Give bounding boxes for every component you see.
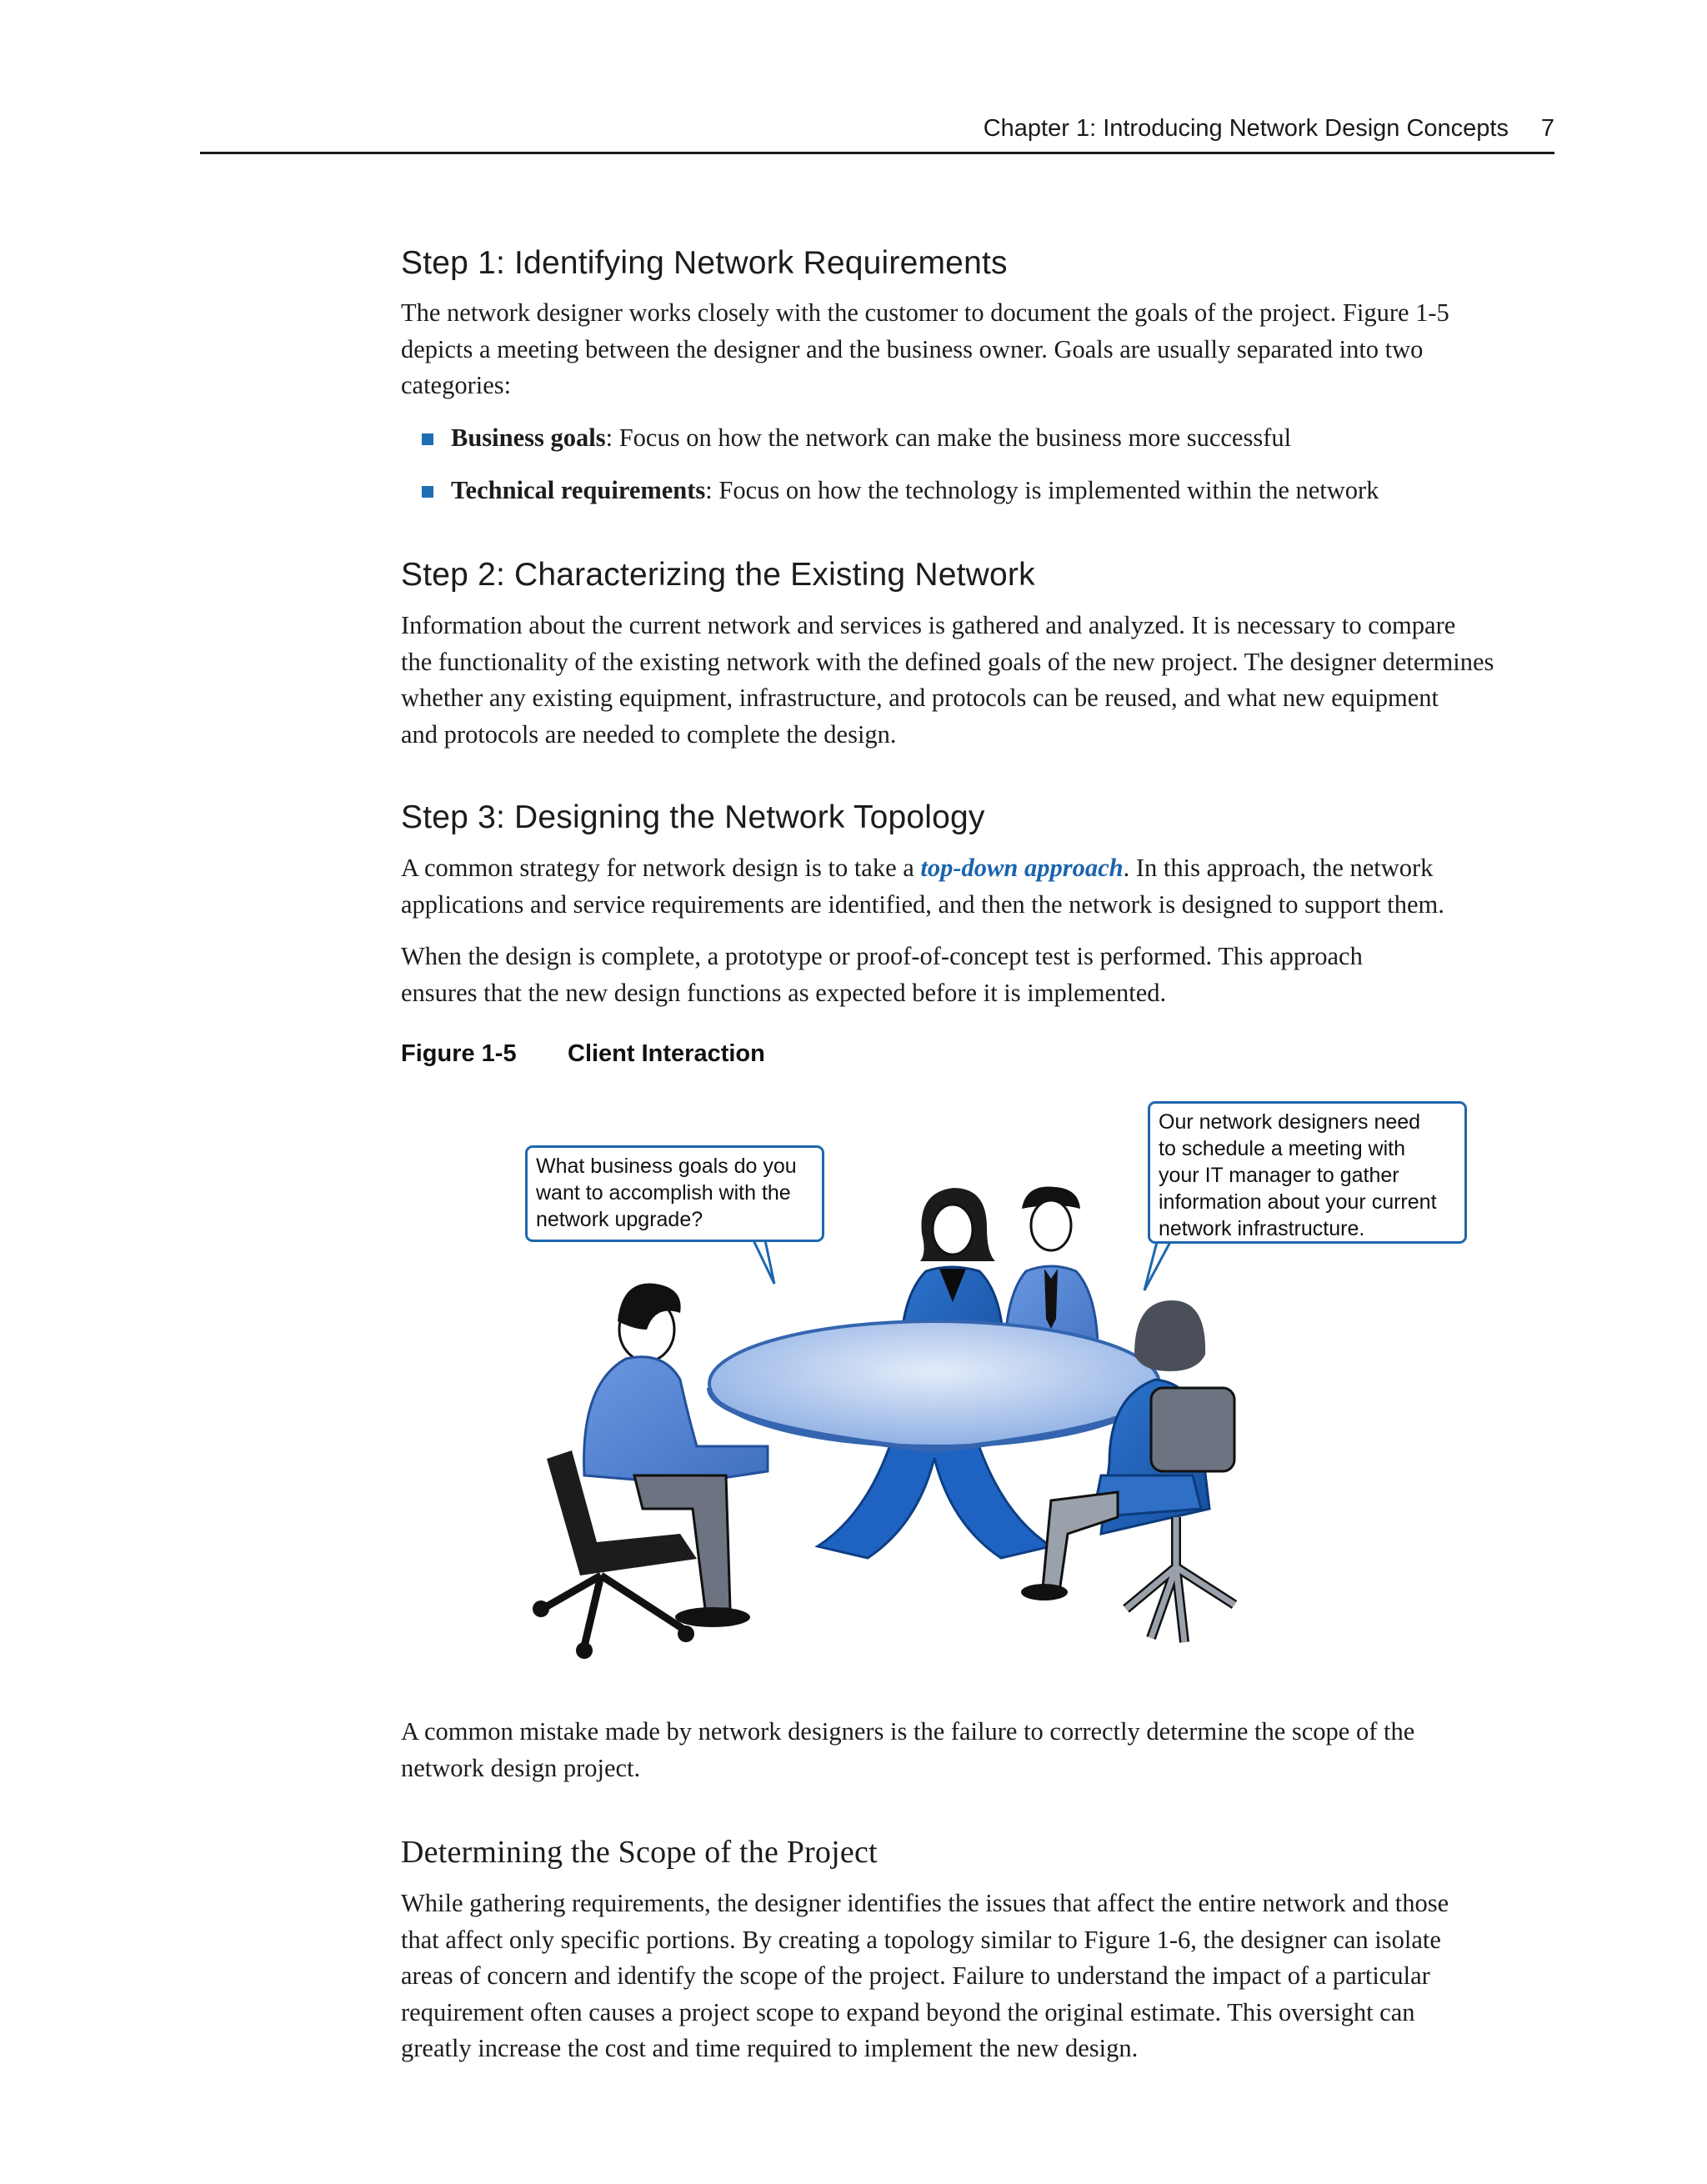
paragraph-after-figure [401,1714,1555,1786]
paragraph-scope [401,1886,1555,2067]
speech-bubble-right [1148,1101,1467,1244]
bubble-line: network infrastructure. [1159,1217,1365,1240]
bullet-square-icon [422,433,433,445]
bullet-text: : Focus on how the network can make the business more successful [605,423,1292,452]
text-line: whether any existing equipment, infrastructure, and protocols can be reused, and what new equipment [401,684,1439,712]
text-line: When the design is complete, a prototype or proof-of-concept test is performed. This approach [401,942,1363,970]
bullet-term: Technical requirements [451,476,706,504]
text-line: Information about the current network and services is gathered and analyzed. It is necessary to compare [401,611,1456,639]
figure-label: Figure 1-5 [401,1040,517,1067]
figure-title: Client Interaction [568,1040,765,1067]
chapter-title: Chapter 1: Introducing Network Design Concepts [983,115,1509,142]
heading-step-2: Step 2: Characterizing the Existing Network [401,557,1035,593]
paragraph-step-2 [401,608,1555,753]
bullet-term: Business goals [451,423,606,452]
text-fragment: . In this approach, the network [1123,854,1434,882]
heading-step-1: Step 1: Identifying Network Requirements [401,245,1008,281]
text-line: network design project. [401,1753,641,1782]
text-line: The network designer works closely with the customer to document the goals of the project. Figure 1-5 [401,298,1449,327]
bubble-line: What business goals do you [536,1155,797,1178]
page-number: 7 [1540,115,1554,142]
text-line: areas of concern and identify the scope of the project. Failure to understand the impact of a particular [401,1961,1430,1990]
bubble-line: to schedule a meeting with [1159,1137,1406,1160]
text-line: that affect only specific portions. By creating a topology similar to Figure 1-6, the designer can isolate [401,1925,1441,1954]
speech-bubble-left [525,1145,824,1242]
text-line: While gathering requirements, the designer identifies the issues that affect the entire network and those [401,1889,1449,1917]
text-line: A common mistake made by network designers is the failure to correctly determine the scope of the [401,1717,1415,1746]
text-line: depicts a meeting between the designer and the business owner. Goals are usually separated into two [401,334,1424,363]
key-term-top-down: top-down approach [920,854,1124,882]
paragraph-step-3b [401,939,1555,1011]
running-head [200,115,1554,154]
bullet-square-icon [422,486,433,498]
bubble-line: your IT manager to gather [1159,1164,1399,1187]
paragraph-step-1 [401,295,1555,404]
text-line: applications and service requirements are identified, and then the network is designed to support them. [401,889,1444,919]
text-line: requirement often causes a project scope to expand beyond the original estimate. This oversight can [401,1997,1415,2026]
bubble-line: information about your current [1159,1190,1437,1214]
bubble-line: Our network designers need [1159,1110,1421,1134]
text-line: the functionality of the existing network with the defined goals of the new project. The designer determines [401,647,1494,676]
text-line: ensures that the new design functions as expected before it is implemented. [401,978,1167,1007]
text-line: greatly increase the cost and time required to implement the new design. [401,2034,1139,2062]
bubble-line: network upgrade? [536,1208,703,1231]
bubble-line: want to accomplish with the [536,1181,791,1205]
bullet-text: : Focus on how the technology is implemented within the network [705,476,1379,504]
text-line: categories: [401,371,512,399]
text-line: and protocols are needed to complete the design. [401,719,897,749]
paragraph-step-3a [401,850,1555,923]
heading-scope: Determining the Scope of the Project [401,1835,878,1870]
text-fragment: A common strategy for network design is to take a [401,854,921,882]
figure-caption [401,1040,765,1068]
figure-client-interaction [468,1084,1484,1667]
heading-step-3: Step 3: Designing the Network Topology [401,799,985,835]
